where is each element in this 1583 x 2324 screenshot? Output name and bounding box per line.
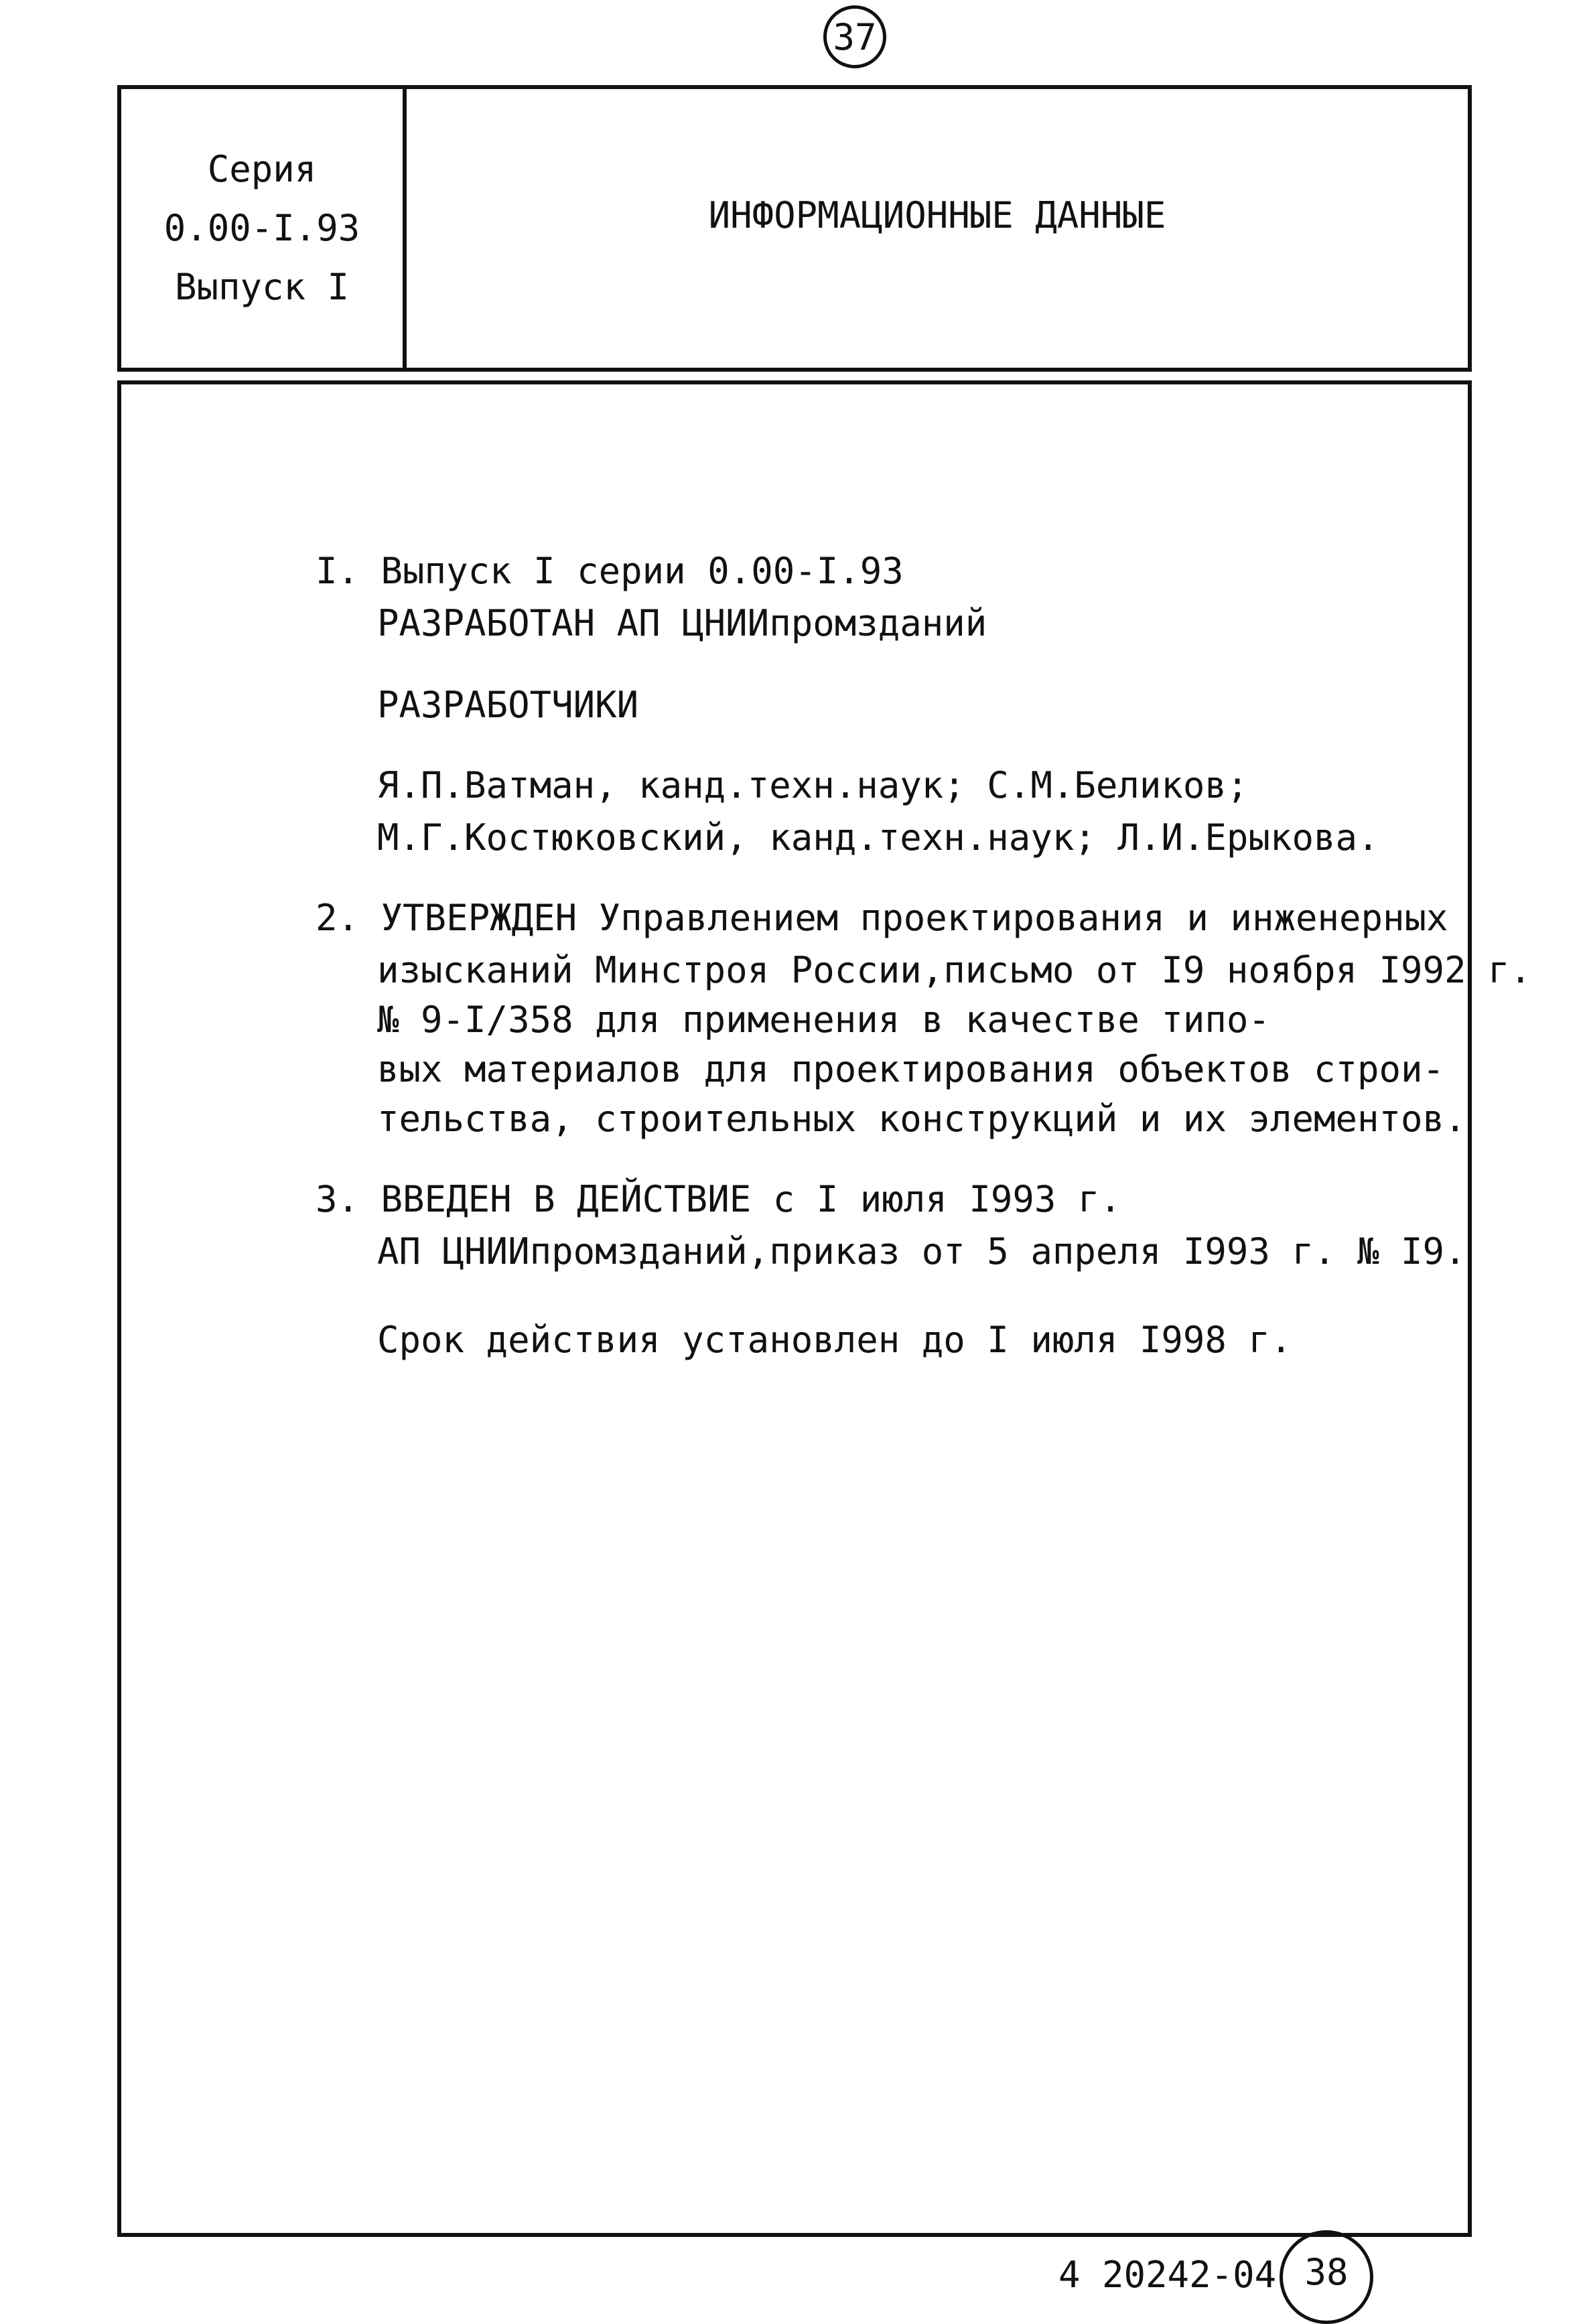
- series-code: 0.00-I.93: [163, 207, 360, 249]
- content-frame: [117, 380, 1532, 2237]
- text-line: РАЗРАБОТЧИКИ: [377, 684, 639, 726]
- footer-circle: [1280, 2230, 1373, 2324]
- title-block: [117, 85, 1472, 372]
- text-line: изысканий Минстроя России,письмо от I9 ноября I992 г.: [377, 949, 1532, 991]
- text-line: Я.П.Ватман, канд.техн.наук; С.М.Беликов;: [377, 764, 1249, 806]
- text-line: I. Выпуск I серии 0.00-I.93: [316, 550, 904, 592]
- document-body: [121, 384, 1532, 1361]
- page-number-text: 37: [833, 15, 877, 58]
- issue-label: Выпуск I: [174, 266, 350, 308]
- text-line: М.Г.Костюковский, канд.техн.наук; Л.И.Ерыкова.: [377, 816, 1379, 859]
- footer-circle-number: 38: [1304, 2251, 1349, 2293]
- footer-note: 4 20242-04: [1058, 2254, 1277, 2296]
- text-line: тельства, строительных конструкций и их элементов.: [377, 1098, 1466, 1140]
- text-line: 2. УТВЕРЖДЕН Управлением проектирования и инженерных: [316, 897, 1448, 939]
- text-line: 3. ВВЕДЕН В ДЕЙСТВИЕ с I июля I993 г.: [316, 1178, 1121, 1220]
- text-line: АП ЦНИИпромзданий,приказ от 5 апреля I993 г. № I9.: [377, 1230, 1466, 1273]
- series-label: Серия: [207, 148, 317, 190]
- series-cell: [121, 89, 407, 368]
- page-title: ИНФОРМАЦИОННЫЕ ДАННЫЕ: [708, 194, 1166, 236]
- title-cell: [407, 89, 1468, 368]
- text-line: вых материалов для проектирования объектов строи-: [377, 1048, 1445, 1090]
- text-line: Срок действия установлен до I июля I998 г.: [377, 1319, 1292, 1361]
- page-number: [823, 5, 886, 68]
- text-line: РАЗРАБОТАН АП ЦНИИпромзданий: [377, 602, 987, 644]
- text-line: № 9-I/358 для применения в качестве типо-: [377, 999, 1270, 1041]
